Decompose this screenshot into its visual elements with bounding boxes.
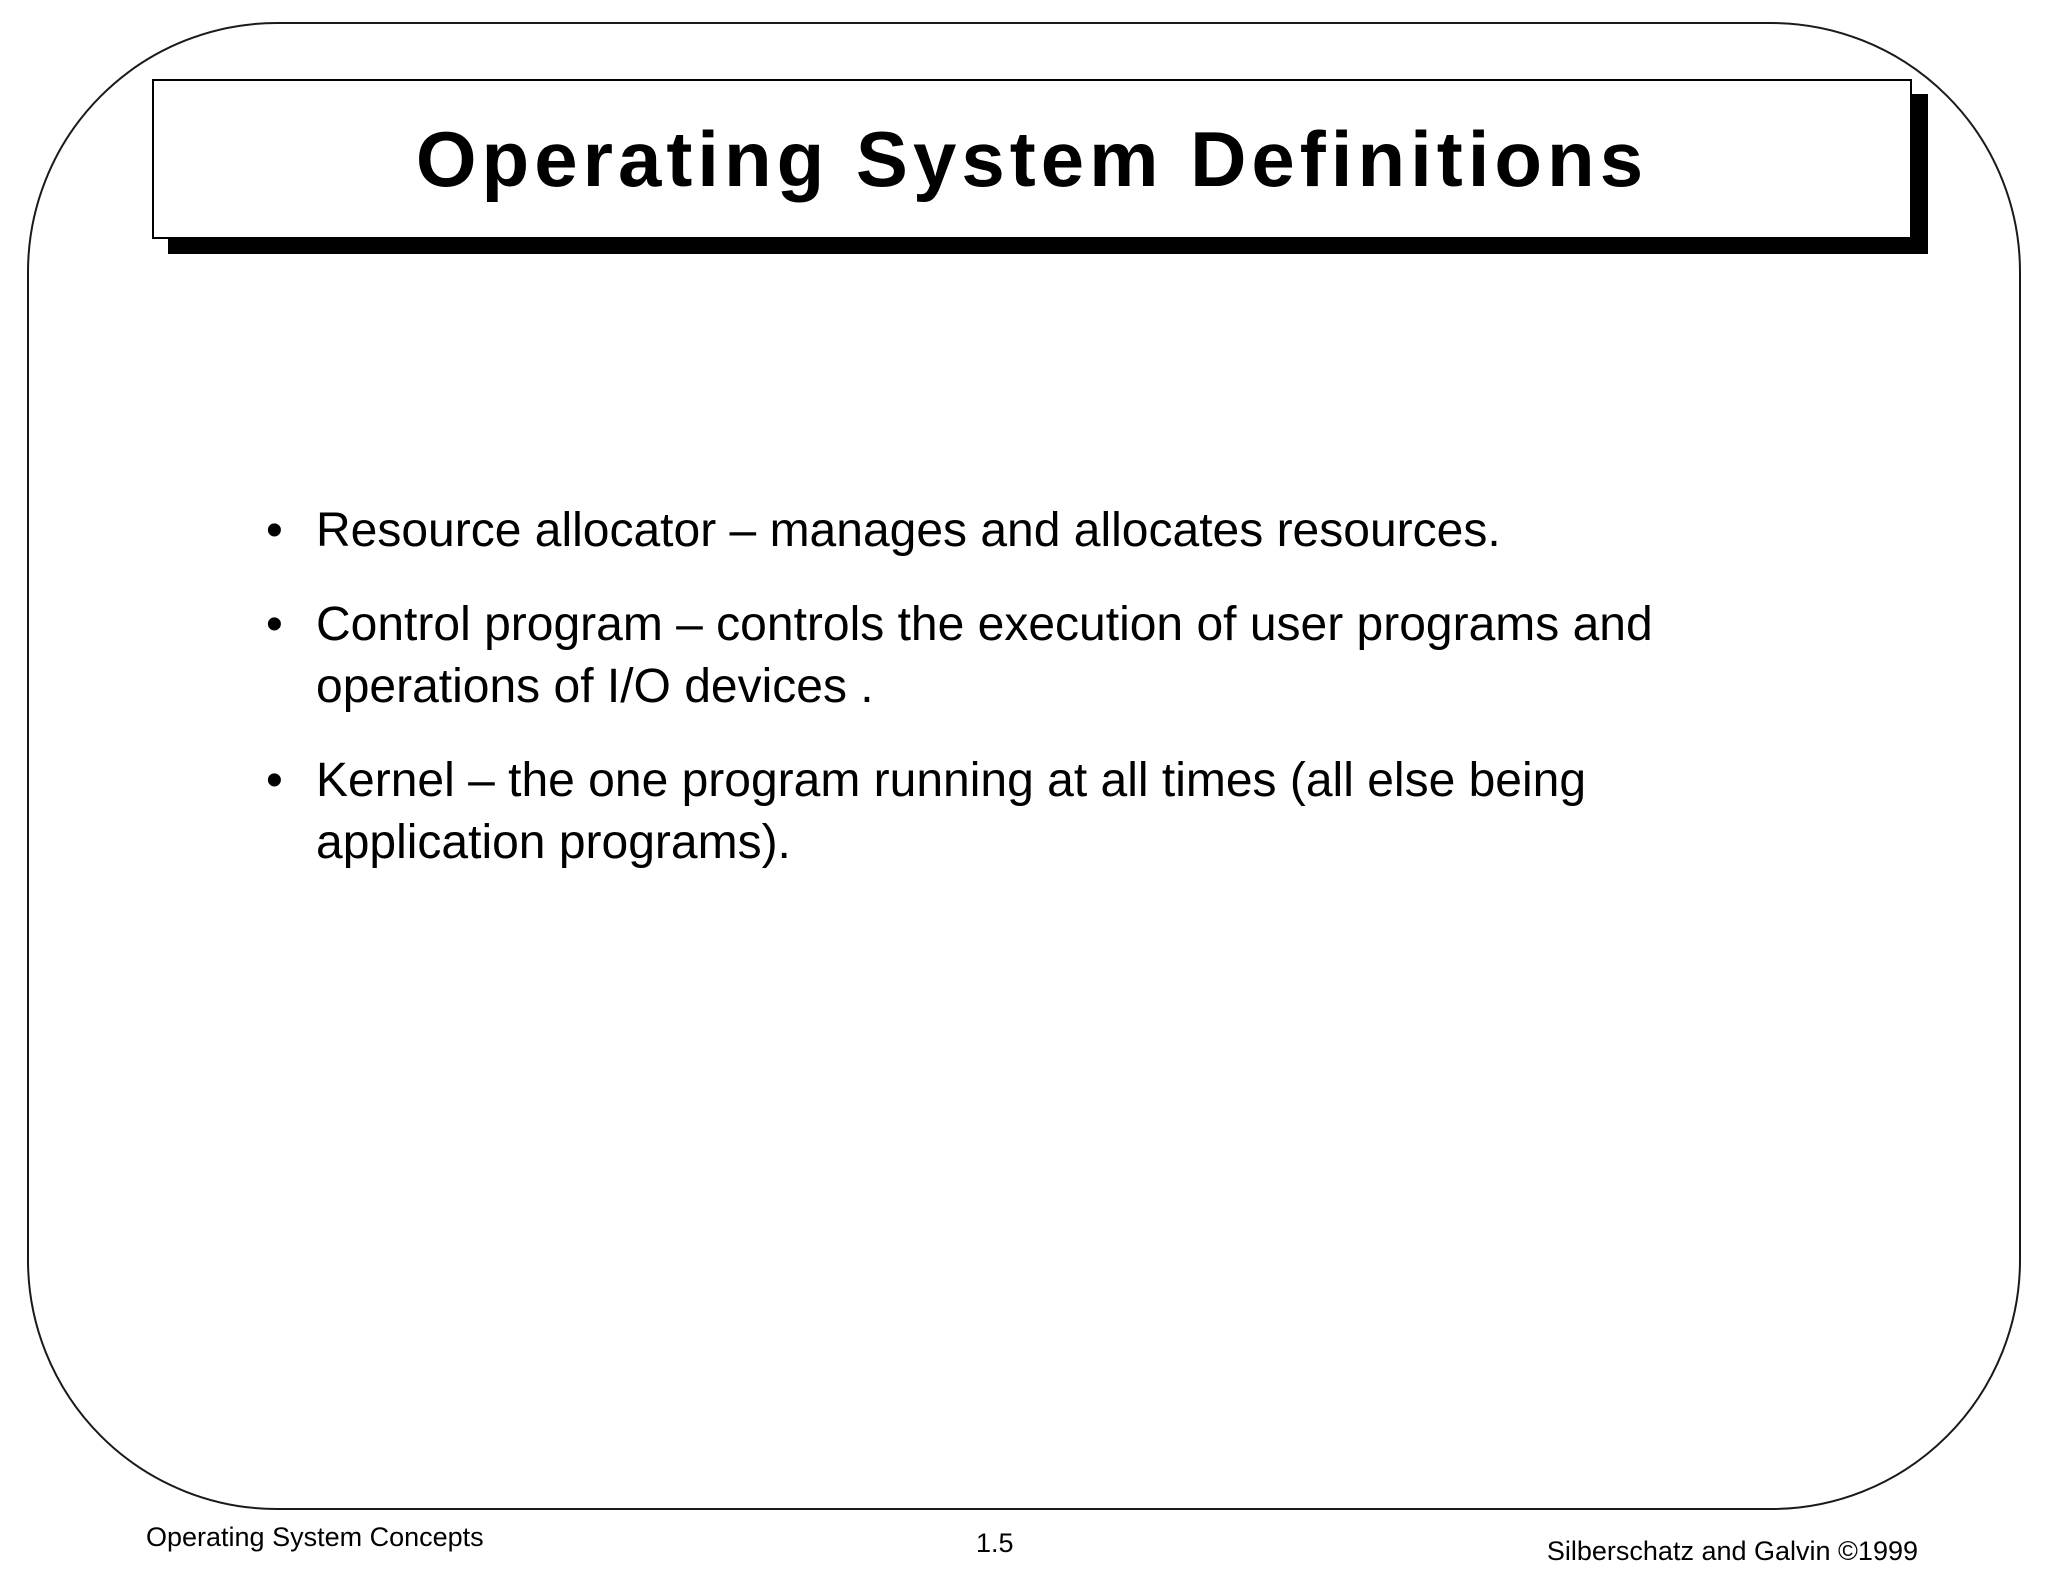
list-item bbox=[262, 500, 1822, 562]
bullet-text: Kernel – the one program running at all times (all else being application programs). bbox=[316, 754, 1587, 869]
bullet-icon: • bbox=[266, 598, 283, 651]
bullet-icon: • bbox=[266, 754, 283, 807]
title-box bbox=[152, 79, 1912, 239]
list-item bbox=[262, 750, 1822, 874]
footer-book-title: Operating System Concepts bbox=[146, 1522, 484, 1552]
bullet-text: Resource allocator – manages and allocates resources. bbox=[316, 504, 1501, 557]
bullet-list bbox=[262, 500, 1822, 906]
footer-page-number: 1.5 bbox=[976, 1528, 1014, 1558]
bullet-text: Control program – controls the execution of user programs and operations of I/O devices . bbox=[316, 598, 1653, 713]
list-item bbox=[262, 594, 1822, 718]
footer-copyright: Silberschatz and Galvin ©1999 bbox=[1546, 1536, 1918, 1566]
bullet-icon: • bbox=[266, 504, 283, 557]
page-title: Operating System Definitions bbox=[415, 115, 1649, 203]
